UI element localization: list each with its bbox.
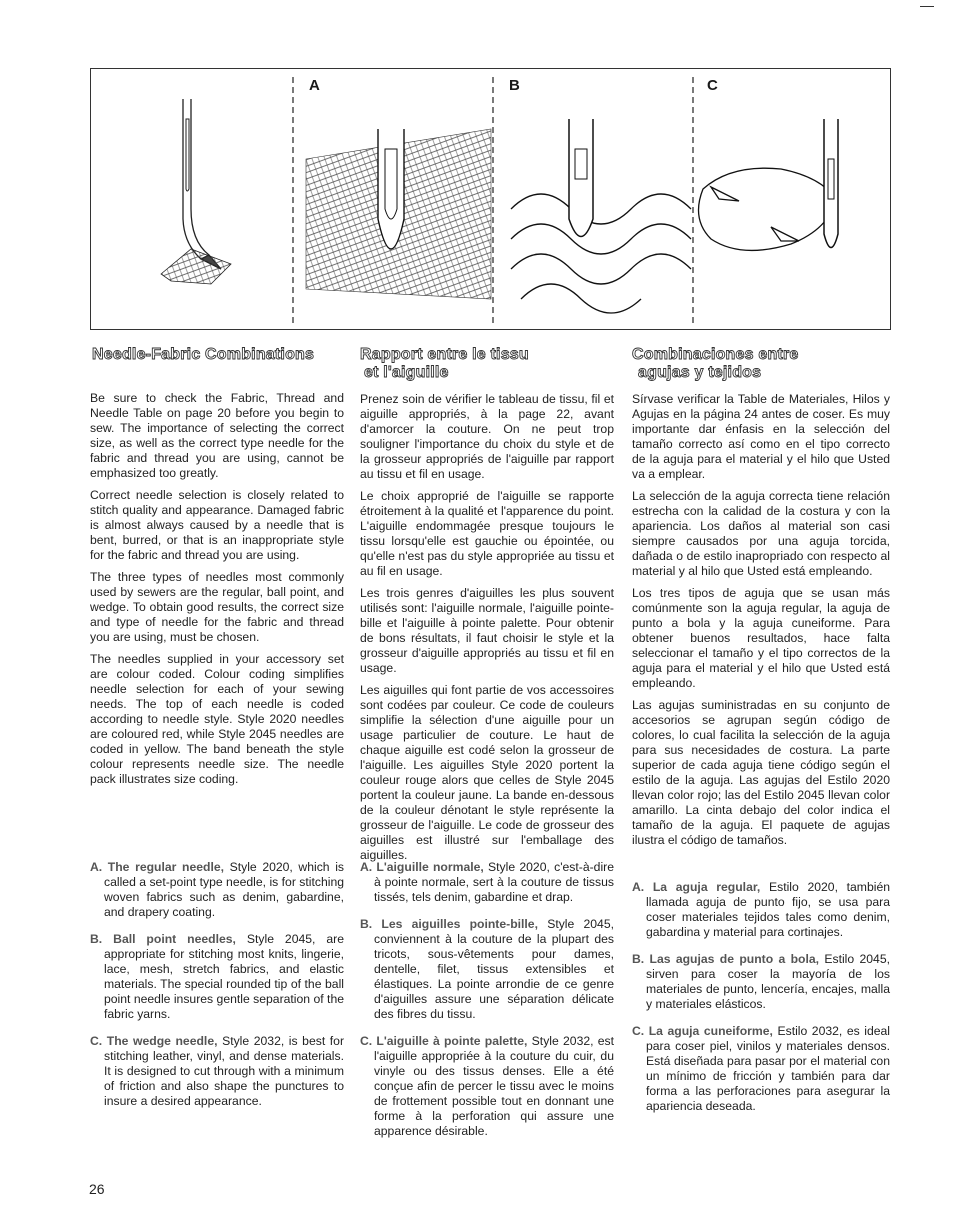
- list-item: A. L'aiguille normale, Style 2020, c'est-à-dire à pointe normale, sert à la couture de tissus tissés, tels denim, gabardine et drap.: [360, 860, 614, 904]
- spanish-paragraph: La selección de la aguja correcta tiene relación estrecha con la calidad de la costura y con la apariencia. Los daños al material son casi siempre causados por una aguja torcida, dañada o de estilo inapropriado con respecto al material y al hilo que Usted está empleando.: [632, 489, 890, 578]
- english-needle-list: [90, 860, 344, 1121]
- english-paragraph: The needles supplied in your accessory set are colour coded. Colour coding simplifies needle selection for each of your sewing needs. The top of each needle is coded according to needle style. Style 2020 needles are coloured red, while Style 2045 needles are coded in yellow. The band beneath the style colour represents needle size. The needle pack illustrates size coding.: [90, 652, 344, 786]
- spanish-needle-list: [632, 880, 890, 1126]
- list-item: B. Las agujas de punto a bola, Estilo 2045, sirven para coser la mayoría de los materiales de punto, lencería, encajes, malla y materiales elásticos.: [632, 952, 890, 1011]
- page-number: 26: [89, 1181, 105, 1197]
- french-paragraph: Le choix approprié de l'aiguille se rapporte étroitement à la qualité et l'apparence du point. L'aiguille endommagée presque toujours le tissu lorsqu'elle est gauchie ou épointée, ou qu'elle n'est pas du style appropriée au tissu et au fil en usage.: [360, 489, 614, 578]
- english-column: [90, 346, 344, 794]
- english-paragraph: Correct needle selection is closely related to stitch quality and appearance. Damaged fabric is almost always caused by a needle that is bent, burred, or that is an inappropriate style for the fabric and thread you are using.: [90, 488, 344, 562]
- bent-needle-drawing: [161, 99, 231, 284]
- list-item: C. L'aiguille à pointe palette, Style 2032, est l'aiguille appropriée à la couture du cuir, du vinyle ou des tissus denses. Elle a été conçue afin de percer le tissu avec le moins de frottement possible tout en donnant une forme à la perforation qui assure une apparence désirable.: [360, 1034, 614, 1138]
- list-item: B. Ball point needles, Style 2045, are appropriate for stitching most knits, lingerie, lace, mesh, stretch fabrics, and elastic materials. The special rounded tip of the ball point needle insures gentle separation of the fabric yarns.: [90, 932, 344, 1021]
- list-item: B. Les aiguilles pointe-bille, Style 2045, conviennent à la couture de la plupart des tricots, sous-vêtements pour dames, dentelle, filet, tissus extensibles et élastiques. La pointe arrondie de ce genre d'aiguilles assure une séparation délicate des fibres du tissu.: [360, 917, 614, 1021]
- english-paragraph: The three types of needles most commonly used by sewers are the regular, ball point, and wedge. To obtain good results, the correct size and type of needle for the fabric and thread you are using, must be chosen.: [90, 570, 344, 644]
- regular-needle-drawing: [306, 129, 491, 299]
- needle-illustrations: [91, 69, 891, 330]
- list-item: A. The regular needle, Style 2020, which is called a set-point type needle, is for stitching woven fabrics such as denim, gabardine, and drapery coating.: [90, 860, 344, 919]
- french-heading: Rapport entre le tissu et l'aiguille: [360, 346, 529, 381]
- english-paragraph: Be sure to check the Fabric, Thread and Needle Table on page 20 before you begin to sew. The importance of selecting the correct size, as well as the correct type needle for the fabric and thread you are using, cannot be emphasized too greatly.: [90, 391, 344, 480]
- ball-point-needle-drawing: [511, 119, 691, 313]
- french-paragraph: Prenez soin de vérifier le tableau de tissu, fil et aiguille appropriés, à la page 22, avant d'amorcer la couture. On ne peut trop souligner l'importance du choix du style et de la grosseur appropriés de l'aiguille par rapport au tissu et fil en usage.: [360, 392, 614, 481]
- corner-mark: [920, 6, 934, 7]
- french-paragraph: Les trois genres d'aiguilles les plus souvent utilisés sont: l'aiguille normale, l'aiguille pointe-bille et l'aiguille à pointe palette. Pour obtenir de bons résultats, il faut choisir le style et la grosseur d'aiguille appropriés au tissu et fil en usage.: [360, 586, 614, 675]
- list-item: A. La aguja regular, Estilo 2020, también llamada aguja de punto fijo, se usa para coser materiales tejidos tales como denim, gabardina y material para cortinajes.: [632, 880, 890, 939]
- french-column: [360, 346, 614, 870]
- wedge-needle-drawing: [699, 119, 839, 250]
- spanish-column: [632, 346, 890, 855]
- panel-label-c: C: [707, 77, 718, 94]
- spanish-heading: Combinaciones entre agujas y tejidos: [632, 346, 799, 381]
- list-item: C. The wedge needle, Style 2032, is best for stitching leather, vinyl, and dense materials. It is designed to cut through with a minimum of friction and also shape the punctures to insure a desired appearance.: [90, 1034, 345, 1108]
- english-heading: Needle-Fabric Combinations: [92, 346, 315, 363]
- panel-label-a: A: [309, 77, 320, 94]
- french-needle-list: [360, 860, 614, 1151]
- list-item: C. La aguja cuneiforme, Estilo 2032, es ideal para coser piel, vinilos y materiales densos. Está diseñada para pasar por el material con un mínimo de fricción y también para dar forma a las perforaciones para asegurar la apariencia deseada.: [632, 1024, 891, 1113]
- spanish-paragraph: Sírvase verificar la Table de Materiales, Hilos y Agujas en la página 24 antes de coser. Es muy importante dar énfasis en la selección del tamaño correcto así como en el tipo correcto de la aguja para el material y el hilo que Usted va a emplear.: [632, 392, 890, 481]
- french-paragraph: Les aiguilles qui font partie de vos accessoires sont codées par couleur. Ce code de couleurs simplifie la sélection d'une aiguille pour un usage particulier de couture. Le haut de chaque aiguille est codé selon la grosseur de l'aiguille. Les aiguilles Style 2020 portent la couleur rouge alors que celles de Style 2045 portent la couleur jaune. La bande en-dessous de la couleur dénotant le style représente la grosseur de l'aiguille. Le code de grosseur des aiguilles est illustré sur l'emballage des aiguilles.: [360, 683, 614, 862]
- spanish-paragraph: Los tres tipos de aguja que se usan más comúnmente son la aguja regular, la aguja de punto a bola y la aguja cuneiforme. Para obtener buenos resultados, hace falta seleccionar el tamaño y el tipo correctos de la aguja para el material y el hilo que Usted está empleando.: [632, 586, 890, 690]
- spanish-paragraph: Las agujas suministradas en su conjunto de accesorios se agrupan según código de colores, lo cual facilita la selección de la aguja para sus necesidades de costura. La parte superior de cada aguja tiene código según el estilo de la aguja. Las agujas del Estilo 2020 llevan color rojo; las del Estilo 2045 llevan color amarillo. La cinta debajo del color indica el tamaño de la aguja. El paquete de agujas ilustra el código de tamaños.: [632, 698, 890, 847]
- needle-illustration-figure: [90, 68, 891, 330]
- panel-label-b: B: [509, 77, 520, 94]
